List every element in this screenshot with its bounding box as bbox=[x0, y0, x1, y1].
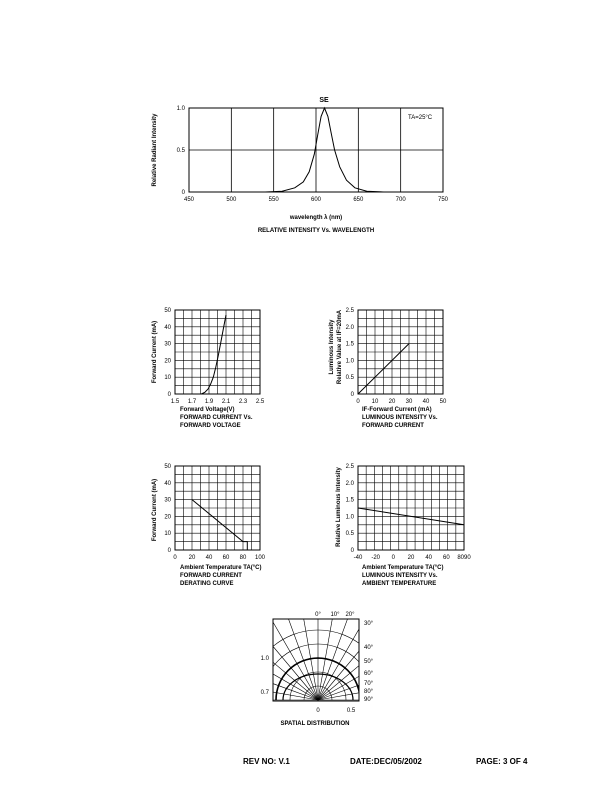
spatial-angle-label: 90° bbox=[364, 697, 374, 703]
x-tick-label: 40 bbox=[205, 555, 213, 561]
iv-caption-line2: FORWARD VOLTAGE bbox=[180, 423, 241, 429]
luminous-current-y-axis-label-line1: Luminous Intensity bbox=[329, 319, 335, 375]
x-tick-label: 450 bbox=[183, 197, 195, 203]
y-tick-label: 1.5 bbox=[345, 497, 354, 504]
wavelength-caption: RELATIVE INTENSITY Vs. WAVELENGTH bbox=[257, 228, 375, 234]
luminous-current-y-ticks bbox=[346, 308, 355, 398]
derating-caption-line2: DERATING CURVE bbox=[180, 581, 234, 587]
y-tick-label: 40 bbox=[164, 480, 171, 487]
wavelength-temperature-note: TA=25°C bbox=[408, 115, 433, 121]
y-tick-label: 1.0 bbox=[345, 358, 354, 365]
luminous-temp-x-ticks bbox=[354, 555, 472, 561]
spatial-angle-label: 80° bbox=[364, 689, 374, 695]
y-tick-label: 40 bbox=[164, 324, 171, 331]
x-tick-label: 60 bbox=[442, 555, 450, 561]
y-tick-label: 20 bbox=[164, 358, 171, 365]
y-tick-label: 0 bbox=[350, 392, 354, 398]
derating-chart bbox=[152, 464, 266, 587]
y-tick-label: 1.5 bbox=[345, 341, 354, 348]
x-tick-label: 1.7 bbox=[187, 399, 197, 405]
x-tick-label: 550 bbox=[268, 197, 279, 203]
wavelength-series-label: SE bbox=[319, 97, 329, 104]
wavelength-y-ticks bbox=[177, 106, 186, 196]
y-tick-label: 0.5 bbox=[345, 531, 354, 538]
x-tick-label: 40 bbox=[425, 555, 433, 561]
spatial-distribution-chart bbox=[198, 580, 438, 727]
y-tick-label: 0 bbox=[167, 548, 171, 554]
y-tick-label: 0.5 bbox=[345, 375, 354, 382]
spatial-angle-label: 30° bbox=[364, 621, 374, 627]
luminous-temp-caption-line1: LUMINOUS INTENSITY Vs. bbox=[362, 573, 438, 579]
y-tick-label: 20 bbox=[164, 514, 171, 521]
luminous-current-caption-line1: LUMINOUS INTENSITY Vs. bbox=[362, 415, 438, 421]
x-tick-label: -40 bbox=[353, 555, 363, 561]
spatial-angle-label: 10° bbox=[330, 612, 340, 618]
iv-caption-line1: FORWARD CURRENT Vs. bbox=[180, 415, 253, 421]
derating-grid bbox=[175, 466, 260, 550]
y-tick-label: 30 bbox=[164, 341, 171, 348]
wavelength-grid bbox=[189, 108, 443, 192]
x-tick-label: 100 bbox=[254, 555, 266, 561]
iv-x-ticks bbox=[171, 399, 265, 405]
y-tick-label: 2.0 bbox=[345, 480, 354, 487]
y-tick-label: 0 bbox=[181, 190, 185, 196]
spatial-radius-label: 0.7 bbox=[260, 690, 269, 696]
y-tick-label: 2.5 bbox=[345, 308, 354, 314]
luminous-temp-y-ticks bbox=[346, 464, 355, 554]
x-tick-label: 1.9 bbox=[204, 399, 214, 405]
x-tick-label: 1.5 bbox=[170, 399, 180, 405]
iv-y-axis-label: Forward Current (mA) bbox=[152, 320, 158, 384]
wavelength-y-axis-label: Relative Radiant Intensity bbox=[152, 113, 158, 187]
revision-number: REV NO: V.1 bbox=[243, 757, 290, 766]
y-tick-label: 50 bbox=[164, 464, 171, 470]
x-tick-label: 2.1 bbox=[221, 399, 231, 405]
x-tick-label: 0 bbox=[391, 555, 396, 561]
x-tick-label: 0 bbox=[356, 399, 360, 405]
x-tick-label: 700 bbox=[395, 197, 406, 203]
y-tick-label: 30 bbox=[164, 497, 171, 504]
y-tick-label: 0 bbox=[350, 548, 354, 554]
luminous-temp-grid bbox=[358, 466, 464, 550]
x-tick-label: -20 bbox=[371, 555, 381, 561]
y-tick-label: 2.0 bbox=[345, 324, 354, 331]
x-tick-label: 40 bbox=[422, 399, 430, 405]
spatial-radius-label: 1.0 bbox=[260, 656, 269, 662]
x-tick-label: 2.3 bbox=[238, 399, 248, 405]
luminous-temp-caption-line2: AMBIENT TEMPERATURE bbox=[362, 581, 437, 587]
spatial-angle-label: 20° bbox=[345, 612, 355, 618]
x-tick-label: 2.5 bbox=[255, 399, 265, 405]
derating-x-axis-label: Ambient Temperature TA(°C) bbox=[180, 565, 262, 571]
wavelength-x-ticks bbox=[184, 197, 449, 203]
spatial-caption: SPATIAL DISTRIBUTION bbox=[280, 721, 350, 727]
iv-x-axis-label: Forward Voltage(V) bbox=[180, 407, 235, 413]
spatial-bottom-label: 0.5 bbox=[346, 708, 356, 714]
x-tick-label: 20 bbox=[388, 399, 396, 405]
x-tick-label: 500 bbox=[226, 197, 237, 203]
x-tick-label: 750 bbox=[437, 197, 449, 203]
luminous-temp-chart bbox=[336, 464, 471, 587]
y-tick-label: 10 bbox=[164, 531, 171, 538]
spatial-bottom-label: 0 bbox=[316, 708, 320, 714]
spatial-angle-label: 40° bbox=[364, 645, 374, 651]
x-tick-label: 60 bbox=[222, 555, 230, 561]
x-tick-label: 650 bbox=[353, 197, 364, 203]
luminous-current-x-axis-label: IF-Forward Current (mA) bbox=[362, 407, 432, 413]
luminous-current-y-axis-label-line2: Relative Value at IF=20mA bbox=[337, 309, 343, 385]
spatial-grid-lines bbox=[198, 580, 438, 700]
luminous-current-x-ticks bbox=[356, 399, 447, 405]
wavelength-x-axis-label: wavelength λ (nm) bbox=[289, 215, 343, 221]
y-tick-label: 1.0 bbox=[345, 514, 354, 521]
x-tick-label: 20 bbox=[188, 555, 196, 561]
x-tick-label: 8090 bbox=[457, 555, 471, 561]
derating-y-ticks bbox=[164, 464, 171, 554]
spatial-radial-lines bbox=[198, 580, 438, 700]
y-tick-label: 2.5 bbox=[345, 464, 354, 470]
luminous-current-chart bbox=[329, 308, 447, 429]
y-tick-label: 0.5 bbox=[176, 148, 185, 154]
x-tick-label: 10 bbox=[371, 399, 379, 405]
x-tick-label: 0 bbox=[173, 555, 177, 561]
document-date: DATE:DEC/05/2002 bbox=[350, 757, 422, 766]
y-tick-label: 50 bbox=[164, 308, 171, 314]
luminous-current-caption-line2: FORWARD CURRENT bbox=[362, 423, 424, 429]
spatial-angle-label: 60° bbox=[364, 671, 374, 677]
spatial-angle-label: 0° bbox=[315, 612, 321, 618]
spatial-angle-label: 70° bbox=[364, 681, 374, 687]
derating-caption-line1: FORWARD CURRENT bbox=[180, 573, 242, 579]
x-tick-label: 600 bbox=[310, 197, 322, 203]
luminous-temp-y-axis-label: Relative Luminous Intensity bbox=[336, 467, 342, 547]
x-tick-label: 20 bbox=[407, 555, 415, 561]
iv-y-ticks bbox=[164, 308, 171, 398]
page-number: PAGE: 3 OF 4 bbox=[476, 757, 528, 766]
derating-x-ticks bbox=[173, 555, 265, 561]
luminous-temp-x-axis-label: Ambient Temperature TA(°C) bbox=[362, 565, 444, 571]
y-tick-label: 10 bbox=[164, 375, 171, 382]
y-tick-label: 0 bbox=[167, 392, 171, 398]
iv-grid bbox=[175, 310, 260, 394]
wavelength-chart bbox=[152, 97, 449, 234]
derating-y-axis-label: Forward Current (mA) bbox=[152, 478, 158, 542]
iv-chart bbox=[152, 308, 265, 429]
spatial-angle-label: 50° bbox=[364, 659, 374, 665]
y-tick-label: 1.0 bbox=[176, 106, 185, 112]
x-tick-label: 30 bbox=[405, 399, 413, 405]
x-tick-label: 50 bbox=[439, 399, 447, 405]
x-tick-label: 80 bbox=[239, 555, 247, 561]
